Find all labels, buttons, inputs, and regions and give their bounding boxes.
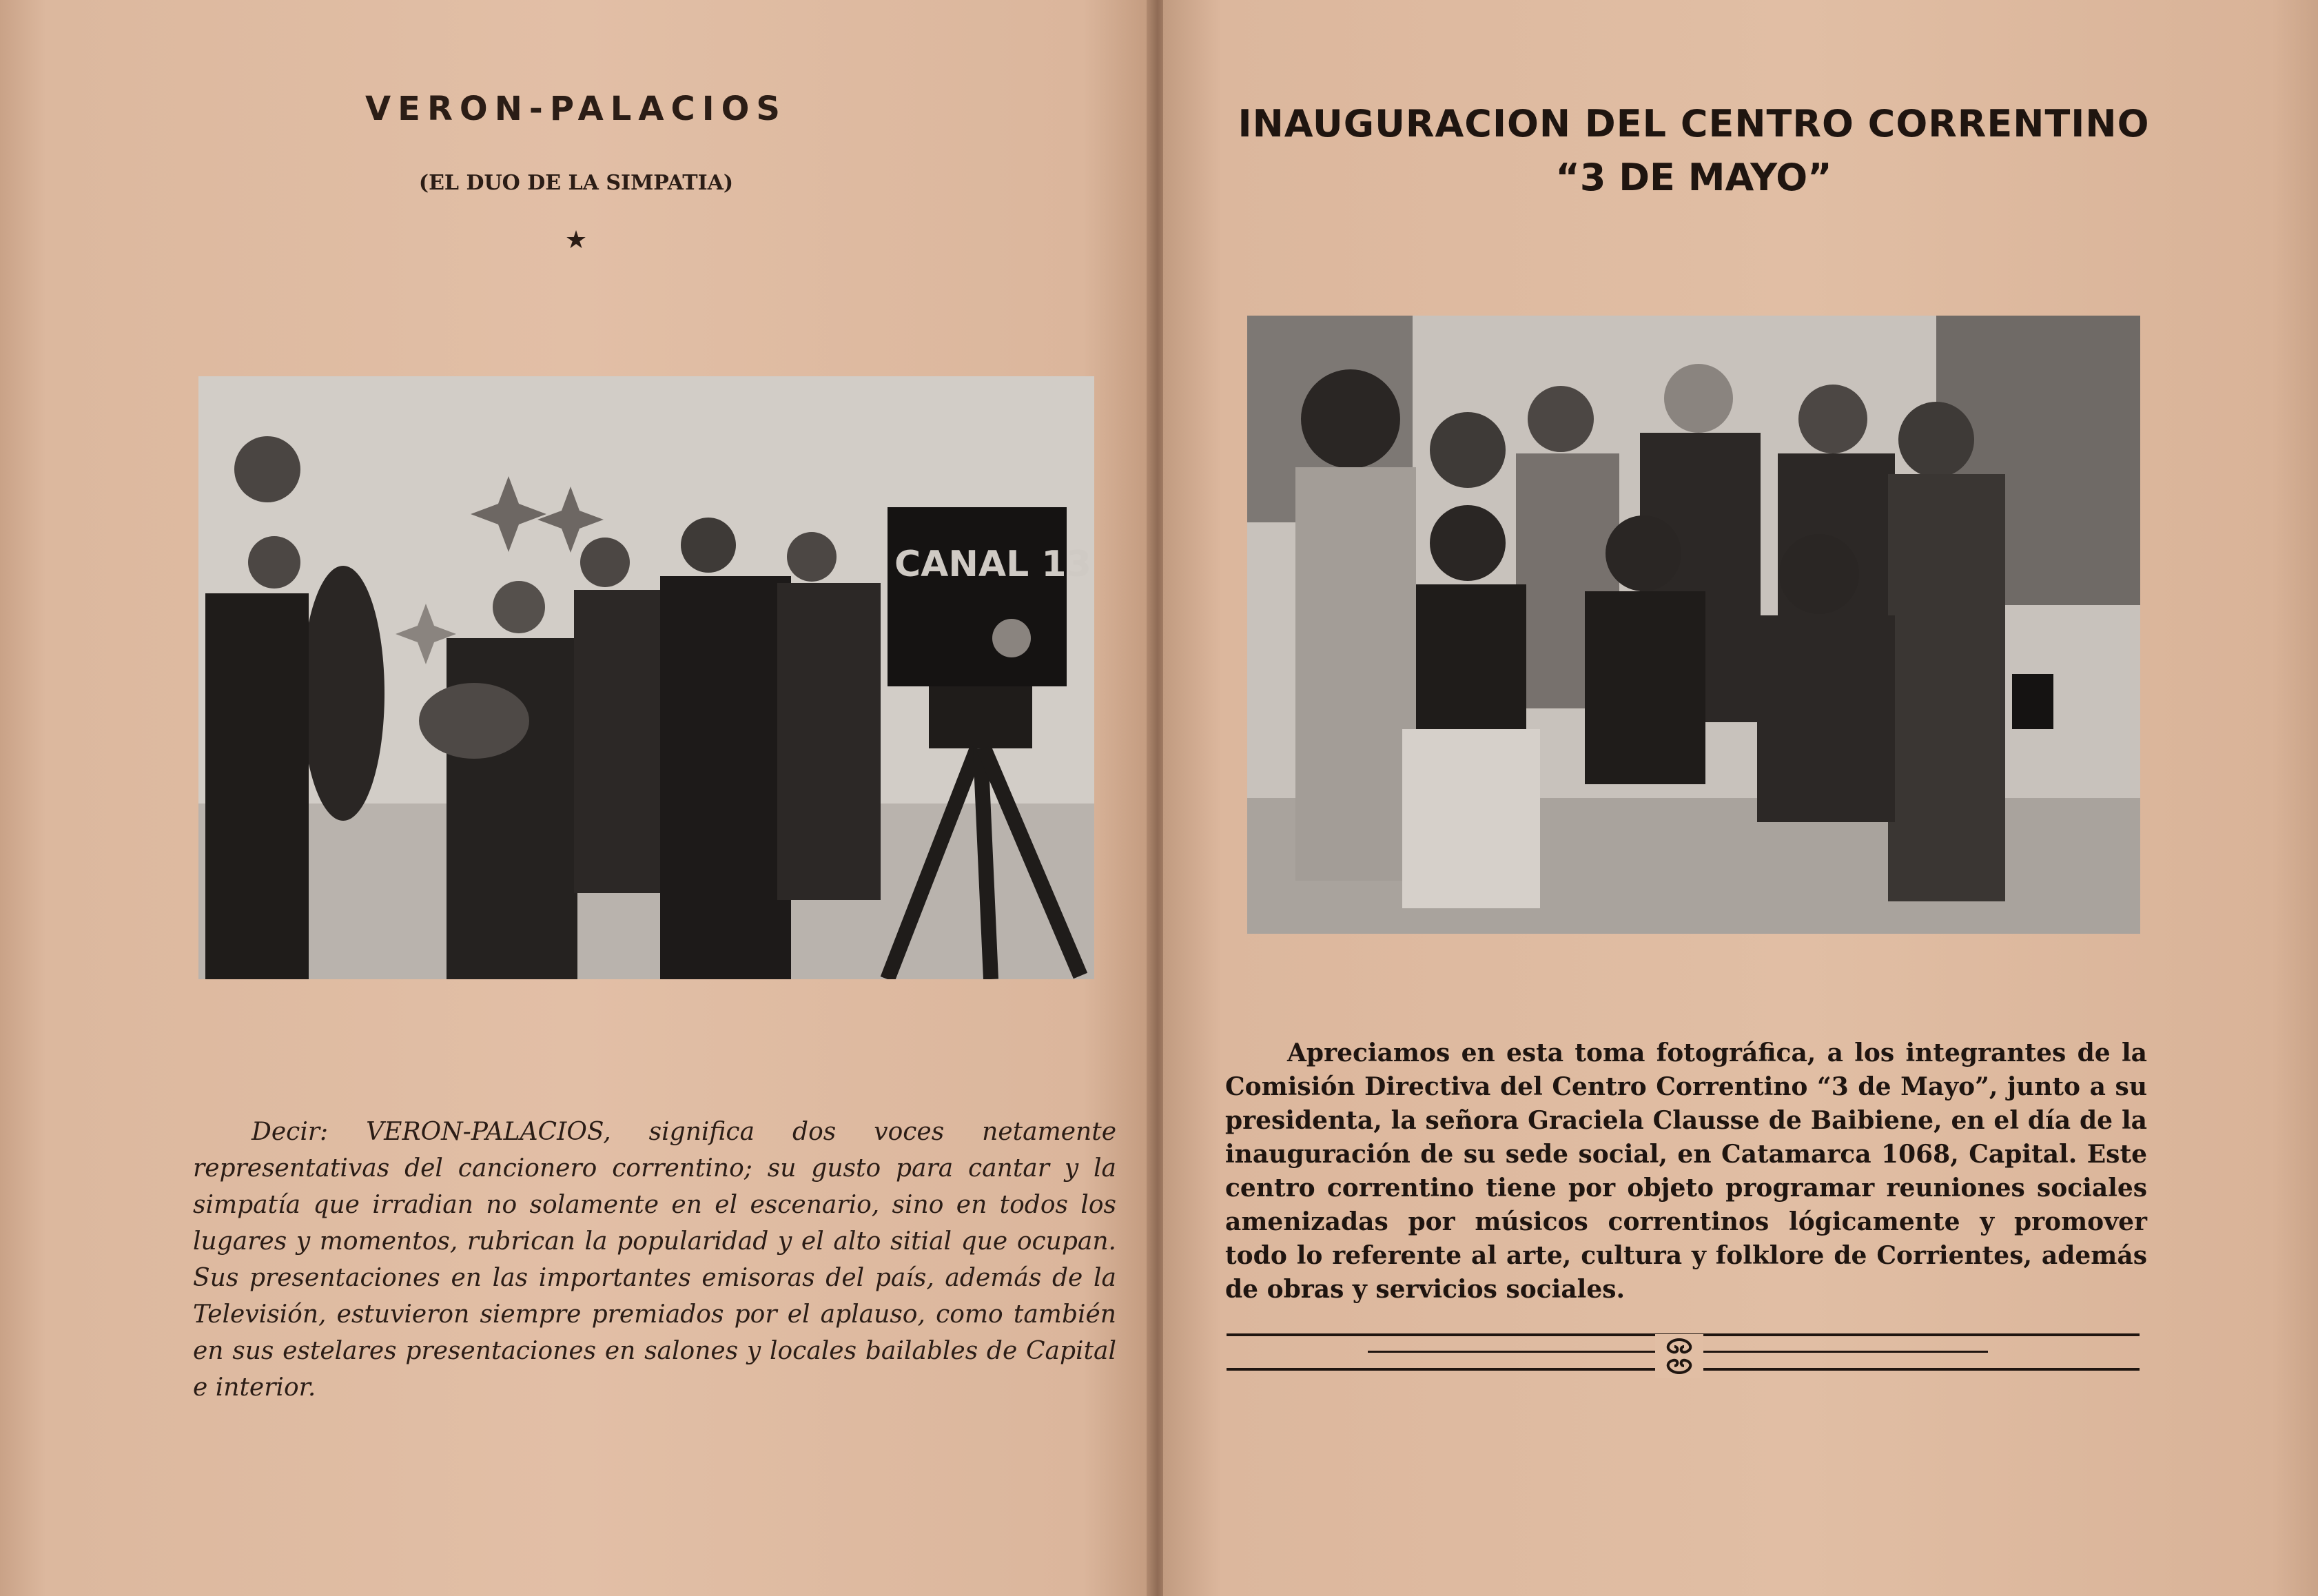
left-page <box>0 0 1152 1596</box>
article-text: Decir: VERON-PALACIOS, significa dos voces netamente representativas del cancionero correntino; su gusto para cantar y la simpatía que irradian no solamente en el escenario, sino en todos los lugares y momentos, rubrican la popularidad y el alto sitial que ocupan. Sus presentaciones en las importantes emisoras del país, además de la Televisión, estuvieron siempre premiados por el aplauso, como también en sus estelares presentaciones en salones y locales bailables de Capital e interior. <box>193 1118 1116 1402</box>
page-title-line-1: INAUGURACION DEL CENTRO CORRENTINO <box>1238 102 2150 145</box>
committee-photo <box>1247 316 2140 934</box>
star-ornament-icon: ★ <box>564 226 588 254</box>
page-title-line-2: “3 DE MAYO” <box>1555 156 1832 199</box>
page-title: VERON-PALACIOS <box>365 90 787 128</box>
page-subtitle: (EL DUO DE LA SIMPATIA) <box>418 171 734 195</box>
caption-text: Apreciamos en esta toma fotográfica, a los integrantes de la Comisión Directiva del Centro Correntino “3 de Mayo”, junto a su presidenta, la señora Graciela Clausse de Baibiene, en el día de la inauguración de su sede social, en Catamarca 1068, Capital. Este centro correntino tiene por objeto programar reuniones sociales amenizadas por músicos correntinos lógicamente y promover todo lo referente al arte, cultura y folklore de Corrientes, además de obras y servicios sociales. <box>1225 1039 2147 1304</box>
band-photo <box>198 376 1094 979</box>
camera-sign: CANAL 13 <box>894 544 1091 585</box>
scroll-ornament-icon <box>1655 1334 1703 1378</box>
